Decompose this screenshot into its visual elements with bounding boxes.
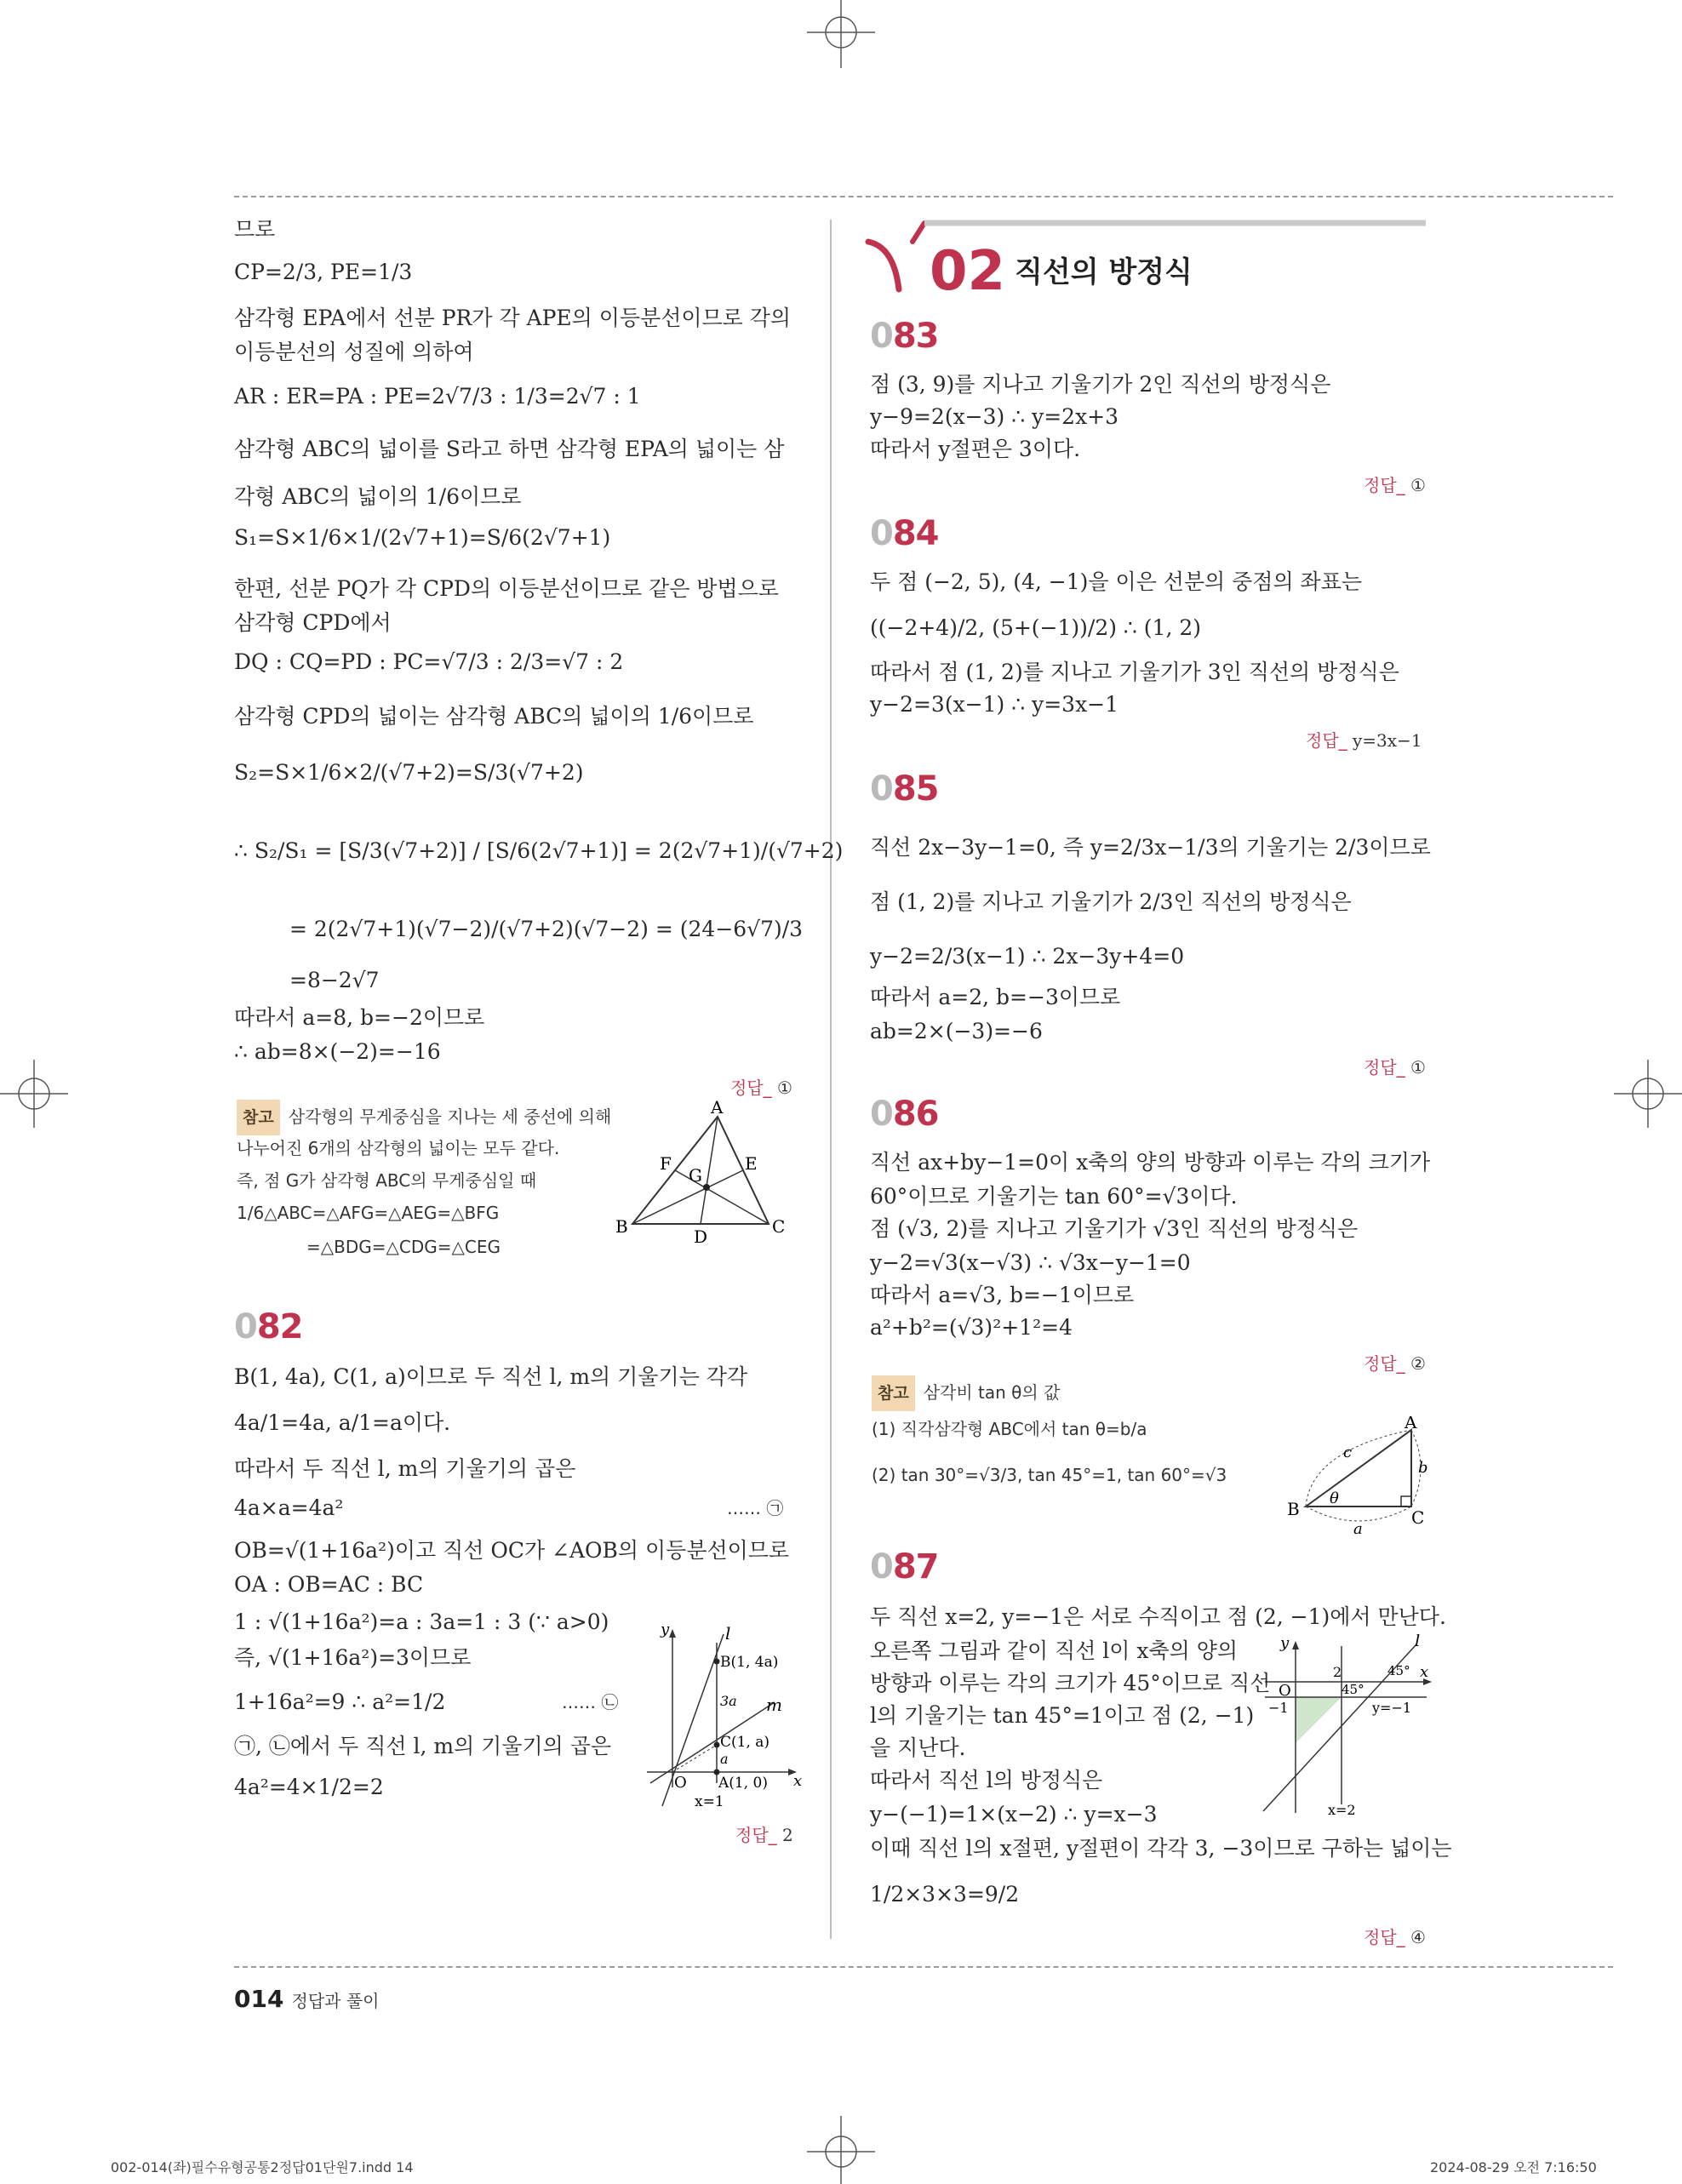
p085-line-2: y−2=2/3(x−1) ∴ 2x−3y+4=0 xyxy=(870,944,1185,969)
p085-line-0: 직선 2x−3y−1=0, 즉 y=2/3x−1/3의 기울기는 2/3이므로 xyxy=(870,835,1431,860)
left-line-9: S₂=S×1/6×2/(√7+2)=S/3(√7+2) xyxy=(234,760,584,785)
p087-line-6: y−(−1)=1×(x−2) ∴ y=x−3 xyxy=(870,1802,1158,1827)
p082-mark-2: …… ㉡ xyxy=(562,1692,619,1712)
p087-line-2: 방향과 이루는 각의 크기가 45°이므로 직선 xyxy=(870,1671,1271,1695)
answer-086: 정답_ ② xyxy=(1364,1353,1426,1374)
graph082-a: A(1, 0) xyxy=(718,1775,768,1792)
answer-087: 정답_ ④ xyxy=(1364,1927,1426,1947)
p082-line-1: 4a/1=4a, a/1=a이다. xyxy=(234,1410,451,1435)
left-line-5: S₁=S×1/6×1/(2√7+1)=S/6(2√7+1) xyxy=(234,525,611,550)
left-line-14: ∴ ab=8×(−2)=−16 xyxy=(234,1039,441,1064)
p086-line-5: a²+b²=(√3)²+1²=4 xyxy=(870,1315,1073,1340)
p086-line-0: 직선 ax+by−1=0이 x축의 양의 방향과 이루는 각의 크기가 xyxy=(870,1150,1431,1175)
centroid-note xyxy=(237,1100,611,1135)
print-timestamp: 2024-08-29 오전 7:16:50 xyxy=(1430,2159,1597,2175)
section-title: 직선의 방정식 xyxy=(1015,255,1193,289)
p086-line-4: 따라서 a=√3, b=−1이므로 xyxy=(870,1283,1135,1307)
rt-c-side: c xyxy=(1343,1444,1353,1461)
problem-087-number: 087 xyxy=(870,1547,939,1587)
note-line-4: 1/6△ABC=△AFG=△AEG=△BFG xyxy=(237,1203,500,1223)
graph082-x1: x=1 xyxy=(695,1793,724,1810)
graph082-small-a: a xyxy=(720,1751,729,1767)
p084-line-3: y−2=3(x−1) ∴ y=3x−1 xyxy=(870,692,1119,717)
p082-line-4: OB=√(1+16a²)이고 직선 OC가 ∠AOB의 이등분선이므로 xyxy=(234,1538,790,1563)
left-line-0: 므로 xyxy=(234,217,276,242)
graph087-o: O xyxy=(1279,1682,1291,1700)
graph087-two: 2 xyxy=(1333,1664,1342,1680)
registration-mark-right xyxy=(1614,1060,1682,1128)
tri-label-a: A xyxy=(711,1098,724,1118)
tan-note-line-2: (2) tan 30°=√3/3, tan 45°=1, tan 60°=√3 xyxy=(872,1465,1227,1485)
note-line-1: 삼각형의 무게중심을 지나는 세 중선에 의해 xyxy=(288,1106,612,1127)
tan-note-line-1: (1) 직각삼각형 ABC에서 tan θ=b/a xyxy=(872,1419,1147,1439)
answer-085: 정답_ ① xyxy=(1364,1057,1426,1078)
p083-line-1: y−9=2(x−3) ∴ y=2x+3 xyxy=(870,404,1119,429)
answer-083: 정답_ ① xyxy=(1364,475,1426,495)
problem-084-number: 084 xyxy=(870,514,939,553)
p084-line-2: 따라서 점 (1, 2)를 지나고 기울기가 3인 직선의 방정식은 xyxy=(870,660,1399,684)
graph087-minus1: −1 xyxy=(1268,1700,1289,1716)
problem-082-number: 082 xyxy=(234,1307,303,1346)
p087-line-3: l의 기울기는 tan 45°=1이고 점 (2, −1) xyxy=(870,1703,1255,1728)
p087-line-7: 이때 직선 l의 x절편, y절편이 각각 3, −3이므로 구하는 넓이는 xyxy=(870,1836,1452,1861)
tri-label-g: G xyxy=(689,1165,702,1186)
left-line-7: DQ : CQ=PD : PC=√7/3 : 2/3=√7 : 2 xyxy=(234,649,624,674)
graph087-deg2: 45° xyxy=(1342,1682,1364,1697)
answer-value: 2 xyxy=(782,1825,793,1845)
p083-line-2: 따라서 y절편은 3이다. xyxy=(870,437,1081,461)
rt-a-point: A xyxy=(1405,1416,1417,1432)
graph087-x: x xyxy=(1420,1663,1429,1681)
note-line-3: 즉, 점 G가 삼각형 ABC의 무게중심일 때 xyxy=(237,1170,537,1191)
p082-line-10: 4a²=4×1/2=2 xyxy=(234,1775,384,1799)
top-dashed-rule xyxy=(234,196,1613,197)
centroid-triangle-figure xyxy=(609,1098,796,1243)
left-line-6: 한편, 선분 PQ가 각 CPD의 이등분선이므로 같은 방법으로 삼각형 CPD에서 xyxy=(234,576,779,635)
left-line-11: = 2(2√7+1)(√7−2)/(√7+2)(√7−2) = (24−6√7)/3 xyxy=(289,917,804,941)
p082-line-3: 4a×a=4a² xyxy=(234,1495,344,1520)
page-number: 014 xyxy=(234,1985,284,2013)
p086-line-3: y−2=√3(x−√3) ∴ √3x−y−1=0 xyxy=(870,1250,1191,1275)
page-label: 정답과 풀이 xyxy=(291,1991,380,2011)
rt-c-point: C xyxy=(1411,1507,1425,1528)
p085-line-3: 따라서 a=2, b=−3이므로 xyxy=(870,985,1121,1009)
graph082-l: l xyxy=(725,1623,731,1644)
left-line-2: 삼각형 EPA에서 선분 PR가 각 APE의 이등분선이므로 각의 이등분선의 성질에 의하여 xyxy=(234,306,792,364)
graph087-l: l xyxy=(1415,1634,1421,1650)
p082-mark-1: …… ㉠ xyxy=(727,1498,784,1518)
p082-line-8: 1+16a²=9 ∴ a²=1/2 xyxy=(234,1689,446,1714)
p082-line-5: OA : OB=AC : BC xyxy=(234,1572,424,1597)
tri-label-c: C xyxy=(772,1216,786,1237)
registration-mark-bottom xyxy=(807,2116,875,2184)
problem-086-number: 086 xyxy=(870,1095,939,1134)
p087-line-5: 따라서 직선 l의 방정식은 xyxy=(870,1768,1103,1792)
problem-083-number: 083 xyxy=(870,317,939,356)
p082-line-2: 따라서 두 직선 l, m의 기울기의 곱은 xyxy=(234,1456,576,1481)
note-line-2: 나누어진 6개의 삼각형의 넓이는 모두 같다. xyxy=(237,1138,560,1158)
graph087-deg1: 45° xyxy=(1387,1663,1410,1678)
graph082-o: O xyxy=(674,1774,687,1792)
p083-line-0: 점 (3, 9)를 지나고 기울기가 2인 직선의 방정식은 xyxy=(870,372,1331,397)
column-divider xyxy=(830,220,832,1939)
p087-graph xyxy=(1256,1634,1444,1818)
note-tag: 참고 xyxy=(237,1100,280,1135)
p087-line-4: 을 지난다. xyxy=(870,1735,966,1760)
p087-line-0: 두 직선 x=2, y=−1은 서로 수직이고 점 (2, −1)에서 만난다. xyxy=(870,1604,1446,1629)
answer-label: 정답_ xyxy=(730,1078,772,1098)
p084-line-0: 두 점 (−2, 5), (4, −1)을 이은 선분의 중점의 좌표는 xyxy=(870,569,1362,594)
p082-line-9: ㉠, ㉡에서 두 직선 l, m의 기울기의 곱은 xyxy=(234,1734,612,1758)
answer-081 xyxy=(730,1074,792,1099)
left-line-12: =8−2√7 xyxy=(289,968,380,992)
graph082-c: C(1, a) xyxy=(720,1734,770,1751)
graph082-b: B(1, 4a) xyxy=(720,1654,779,1671)
p085-line-1: 점 (1, 2)를 지나고 기울기가 2/3인 직선의 방정식은 xyxy=(870,889,1352,914)
graph082-m: m xyxy=(766,1695,782,1715)
print-file-info: 002-014(좌)필수유형공통2정답01단원7.indd 14 xyxy=(111,2159,414,2175)
right-triangle-figure xyxy=(1277,1416,1439,1535)
answer-value: ① xyxy=(777,1078,792,1098)
p084-line-1: ((−2+4)/2, (5+(−1))/2) ∴ (1, 2) xyxy=(870,615,1202,640)
graph087-x2: x=2 xyxy=(1328,1802,1356,1818)
problem-085-number: 085 xyxy=(870,769,939,809)
note-line-5: =△BDG=△CDG=△CEG xyxy=(306,1237,501,1257)
p086-line-1: 60°이므로 기울기는 tan 60°=√3이다. xyxy=(870,1184,1238,1209)
p086-line-2: 점 (√3, 2)를 지나고 기울기가 √3인 직선의 방정식은 xyxy=(870,1216,1359,1241)
p087-line-8: 1/2×3×3=9/2 xyxy=(870,1882,1020,1907)
p082-graph xyxy=(638,1617,809,1813)
graph082-x: x xyxy=(793,1772,803,1790)
left-line-10: ∴ S₂/S₁ = [S/3(√7+2)] / [S/6(2√7+1)] = 2(2√7+1)/(√7+2) xyxy=(234,838,844,863)
rt-theta: θ xyxy=(1330,1489,1339,1507)
answer-082 xyxy=(735,1821,793,1846)
p082-line-0: B(1, 4a), C(1, a)이므로 두 직선 l, m의 기울기는 각각 xyxy=(234,1364,748,1389)
rt-b-side: b xyxy=(1418,1459,1428,1477)
tri-label-f: F xyxy=(660,1153,672,1174)
p087-line-1: 오른쪽 그림과 같이 직선 l이 x축의 양의 xyxy=(870,1638,1239,1663)
section-number: 02 xyxy=(930,240,1006,303)
registration-mark-top xyxy=(807,0,875,68)
graph082-y: y xyxy=(661,1621,670,1638)
page-footer xyxy=(234,1985,380,2013)
registration-mark-left xyxy=(0,1060,68,1128)
left-line-13: 따라서 a=8, b=−2이므로 xyxy=(234,1005,485,1030)
answer-label: 정답_ xyxy=(735,1825,777,1845)
p082-line-7: 즉, √(1+16a²)=3이므로 xyxy=(234,1645,472,1670)
left-line-4: 삼각형 ABC의 넓이를 S라고 하면 삼각형 EPA의 넓이는 삼각형 ABC의 넓이의 1/6이므로 xyxy=(234,437,785,509)
graph087-ym1: y=−1 xyxy=(1372,1700,1412,1716)
bottom-dashed-rule xyxy=(234,1966,1613,1968)
graph087-y: y xyxy=(1280,1634,1290,1652)
rt-b-point: B xyxy=(1287,1499,1300,1519)
p085-line-4: ab=2×(−3)=−6 xyxy=(870,1019,1043,1043)
tri-label-b: B xyxy=(615,1216,628,1237)
rt-a-side: a xyxy=(1353,1520,1363,1535)
tan-note xyxy=(872,1375,1060,1411)
tan-note-title: 삼각비 tan θ의 값 xyxy=(923,1382,1061,1403)
left-line-1: CP=2/3, PE=1/3 xyxy=(234,260,413,284)
left-line-3: AR : ER=PA : PE=2√7/3 : 1/3=2√7 : 1 xyxy=(234,384,641,409)
note-tag: 참고 xyxy=(872,1375,915,1411)
p082-line-6: 1 : √(1+16a²)=a : 3a=1 : 3 (∵ a>0) xyxy=(234,1609,609,1634)
tri-label-d: D xyxy=(694,1226,708,1243)
answer-084: 정답_ y=3x−1 xyxy=(1306,730,1422,751)
tri-label-e: E xyxy=(745,1153,758,1174)
left-line-8: 삼각형 CPD의 넓이는 삼각형 ABC의 넓이의 1/6이므로 xyxy=(234,704,754,729)
graph082-3a: 3a xyxy=(720,1693,737,1709)
